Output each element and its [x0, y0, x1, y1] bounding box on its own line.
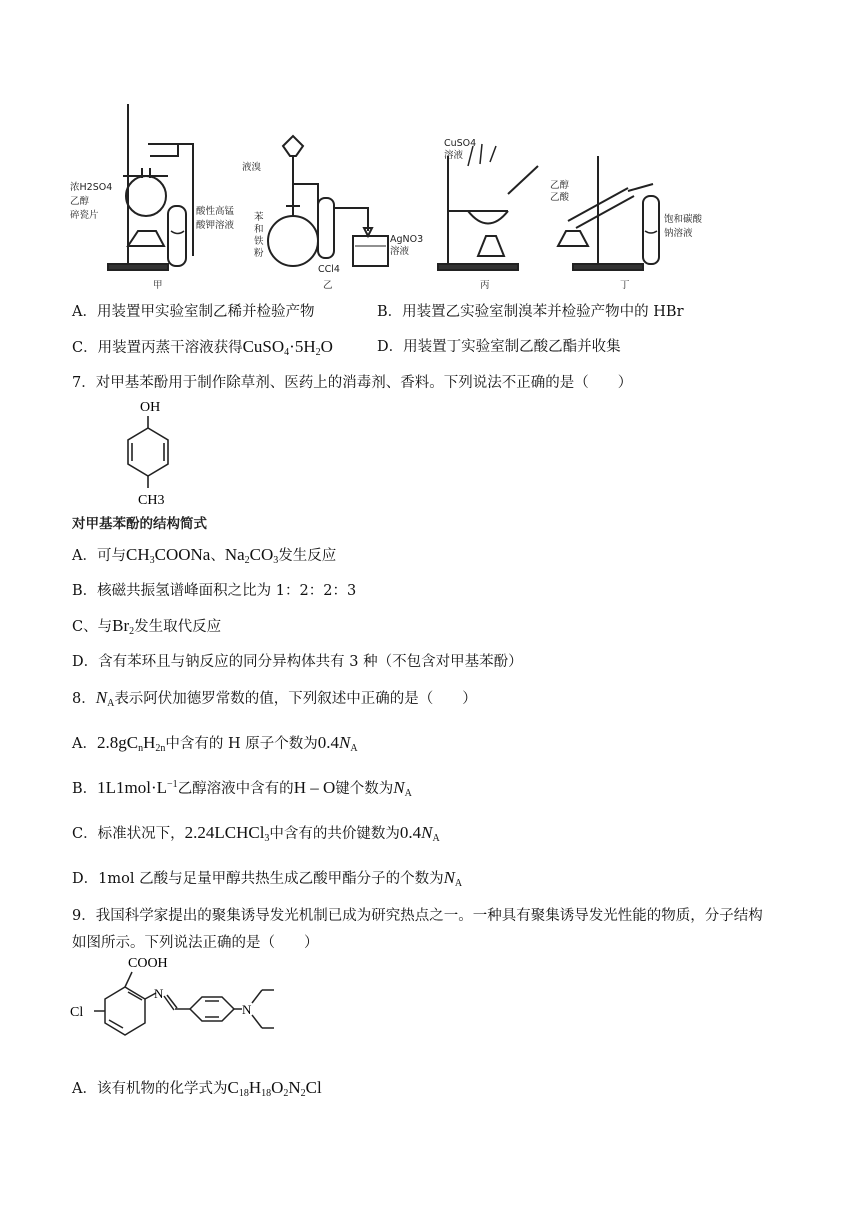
structure-caption: 对甲基苯酚的结构简式	[72, 516, 207, 532]
q7-option-d: D．含有苯环且与钠反应的同分异构体共有 3 种（不包含对甲基苯酚）	[72, 654, 523, 670]
q9-option-a	[72, 1078, 322, 1099]
label-na2co3-b: 钠溶液	[664, 228, 693, 239]
q6-option-b: B．用装置乙实验室制溴苯并检验产物中的 HBr	[377, 304, 684, 320]
label-jia: 甲	[153, 280, 163, 291]
label-ccl4: CCl4	[318, 264, 340, 275]
q8-option-d	[72, 868, 462, 889]
q9-a-formula: $C_{18}H_{18}O_2N_2Cl$	[227, 1078, 322, 1099]
q8-b-conc: $1L1mol\cdot L^{-1}$	[97, 778, 178, 797]
apparatus-drawing	[68, 96, 703, 296]
q8-c-prefix: C．标准状况下，	[72, 826, 185, 842]
label-kmno4-a: 酸性高锰	[196, 206, 235, 217]
label-acetic: 乙酸	[550, 192, 570, 203]
cooh-group: COOH	[128, 956, 168, 971]
q8-option-a	[72, 733, 358, 754]
label-benzene-b: 和	[254, 224, 264, 235]
ch3-group: CH3	[138, 493, 165, 508]
q6-option-a: A．用装置甲实验室制乙稀并检验产物	[72, 304, 315, 320]
q6-option-c-formula: $CuSO_4\cdot 5H_2O$	[242, 337, 333, 358]
label-h2so4: 浓H2SO4	[70, 182, 113, 193]
q9-a-prefix: A．该有机物的化学式为	[72, 1081, 228, 1097]
q7-option-c	[72, 616, 221, 637]
q8-a-formula: $2.8gC_nH_{2n}$	[96, 733, 166, 754]
q7-a-suffix: 发生反应	[278, 548, 337, 564]
oh-group: OH	[140, 400, 161, 415]
q8-number: 8．	[72, 691, 96, 707]
q7-a-formula1: $CH_3COONa$	[125, 545, 211, 566]
q7-c-suffix: 发生取代反应	[134, 619, 222, 635]
label-na2co3-a: 饱和碳酸	[664, 214, 703, 225]
q9-molecule-drawing	[70, 952, 290, 1062]
label-benzene-a: 苯	[254, 212, 264, 223]
q8-b-mid: 乙醇溶液中含有的	[177, 781, 294, 797]
q8-b-bond: H – O	[293, 778, 336, 797]
q9-molecule-structure	[70, 952, 290, 1062]
apparatus-figure	[68, 96, 703, 296]
label-agno3-b: 溶液	[390, 246, 410, 257]
label-yi: 乙	[323, 280, 333, 291]
cl-atom: Cl	[70, 1005, 84, 1020]
label-kmno4-b: 酸钾溶液	[196, 220, 235, 231]
q7-c-formula: $Br_2$	[112, 616, 135, 637]
q8-c-value: $0.4N_A$	[399, 823, 440, 844]
q7-c-prefix: C、与	[72, 619, 113, 635]
q8-option-c	[72, 823, 440, 844]
label-cuso4-a: CuSO4	[444, 138, 477, 149]
q8-d-value: $N_A$	[443, 868, 463, 889]
q8-b-value: $N_A$	[393, 778, 412, 799]
q8-c-formula: 2.24LCHCl$_3$	[184, 823, 270, 844]
label-agno3-a: AgNO3	[390, 234, 424, 245]
label-porcelain: 碎瓷片	[70, 210, 99, 221]
q8-option-b	[72, 778, 412, 799]
q7-a-sep: 、	[210, 548, 225, 564]
q6-option-c	[72, 337, 333, 358]
label-bing: 丙	[480, 280, 490, 291]
p-cresol-structure	[110, 396, 220, 511]
q8-c-mid: 中含有的共价键数为	[269, 826, 400, 842]
imine-n-atom: N	[154, 986, 164, 1001]
q7-stem: 7．对甲基苯酚用于制作除草剂、医药上的消毒剂、香料。下列说法不正确的是（ ）	[72, 375, 633, 391]
label-benzene-c: 铁	[254, 236, 264, 247]
q6-option-c-text: C．用装置丙蒸干溶液获得	[72, 340, 243, 356]
q8-a-mid: 中含有的 H 原子个数为	[165, 736, 318, 752]
q9-stem-line2: 如图所示。下列说法正确的是（ ）	[72, 935, 319, 951]
label-cuso4-b: 溶液	[444, 150, 464, 161]
q7-a-prefix: A．可与	[72, 548, 126, 564]
p-cresol-drawing	[110, 396, 220, 511]
q8-b-prefix: B．	[72, 781, 98, 797]
label-ding: 丁	[620, 280, 630, 291]
q8-d-text: D．1mol 乙酸与足量甲醇共热生成乙酸甲酯分子的个数为	[72, 871, 444, 887]
q6-option-d: D．用装置丁实验室制乙酸乙酯并收集	[377, 339, 621, 355]
amine-n-atom: N	[242, 1002, 252, 1017]
q7-option-a	[72, 545, 336, 566]
q8-a-prefix: A．	[72, 736, 97, 752]
label-ethanol-ding: 乙醇	[550, 180, 570, 191]
q8-stem	[72, 688, 477, 709]
q7-option-b: B．核磁共振氢谱峰面积之比为 1：2：2：3	[72, 583, 357, 599]
q8-b-mid2: 键个数为	[335, 781, 394, 797]
q9-stem-line1: 9．我国科学家提出的聚集诱导发光机制已成为研究热点之一。一种具有聚集诱导发光性能的物质，分子结构	[72, 908, 763, 924]
label-benzene-d: 粉	[254, 248, 264, 259]
q7-a-formula2: $Na_2CO_3$	[224, 545, 279, 566]
label-liquid-br: 液溴	[242, 162, 262, 173]
q8-a-value: $0.4N_A$	[317, 733, 358, 754]
q8-na-symbol: $N_A$	[95, 688, 115, 709]
label-ethanol-jia: 乙醇	[70, 196, 90, 207]
q8-stem-text: 表示阿伏加德罗常数的值，下列叙述中正确的是（ ）	[114, 691, 477, 707]
